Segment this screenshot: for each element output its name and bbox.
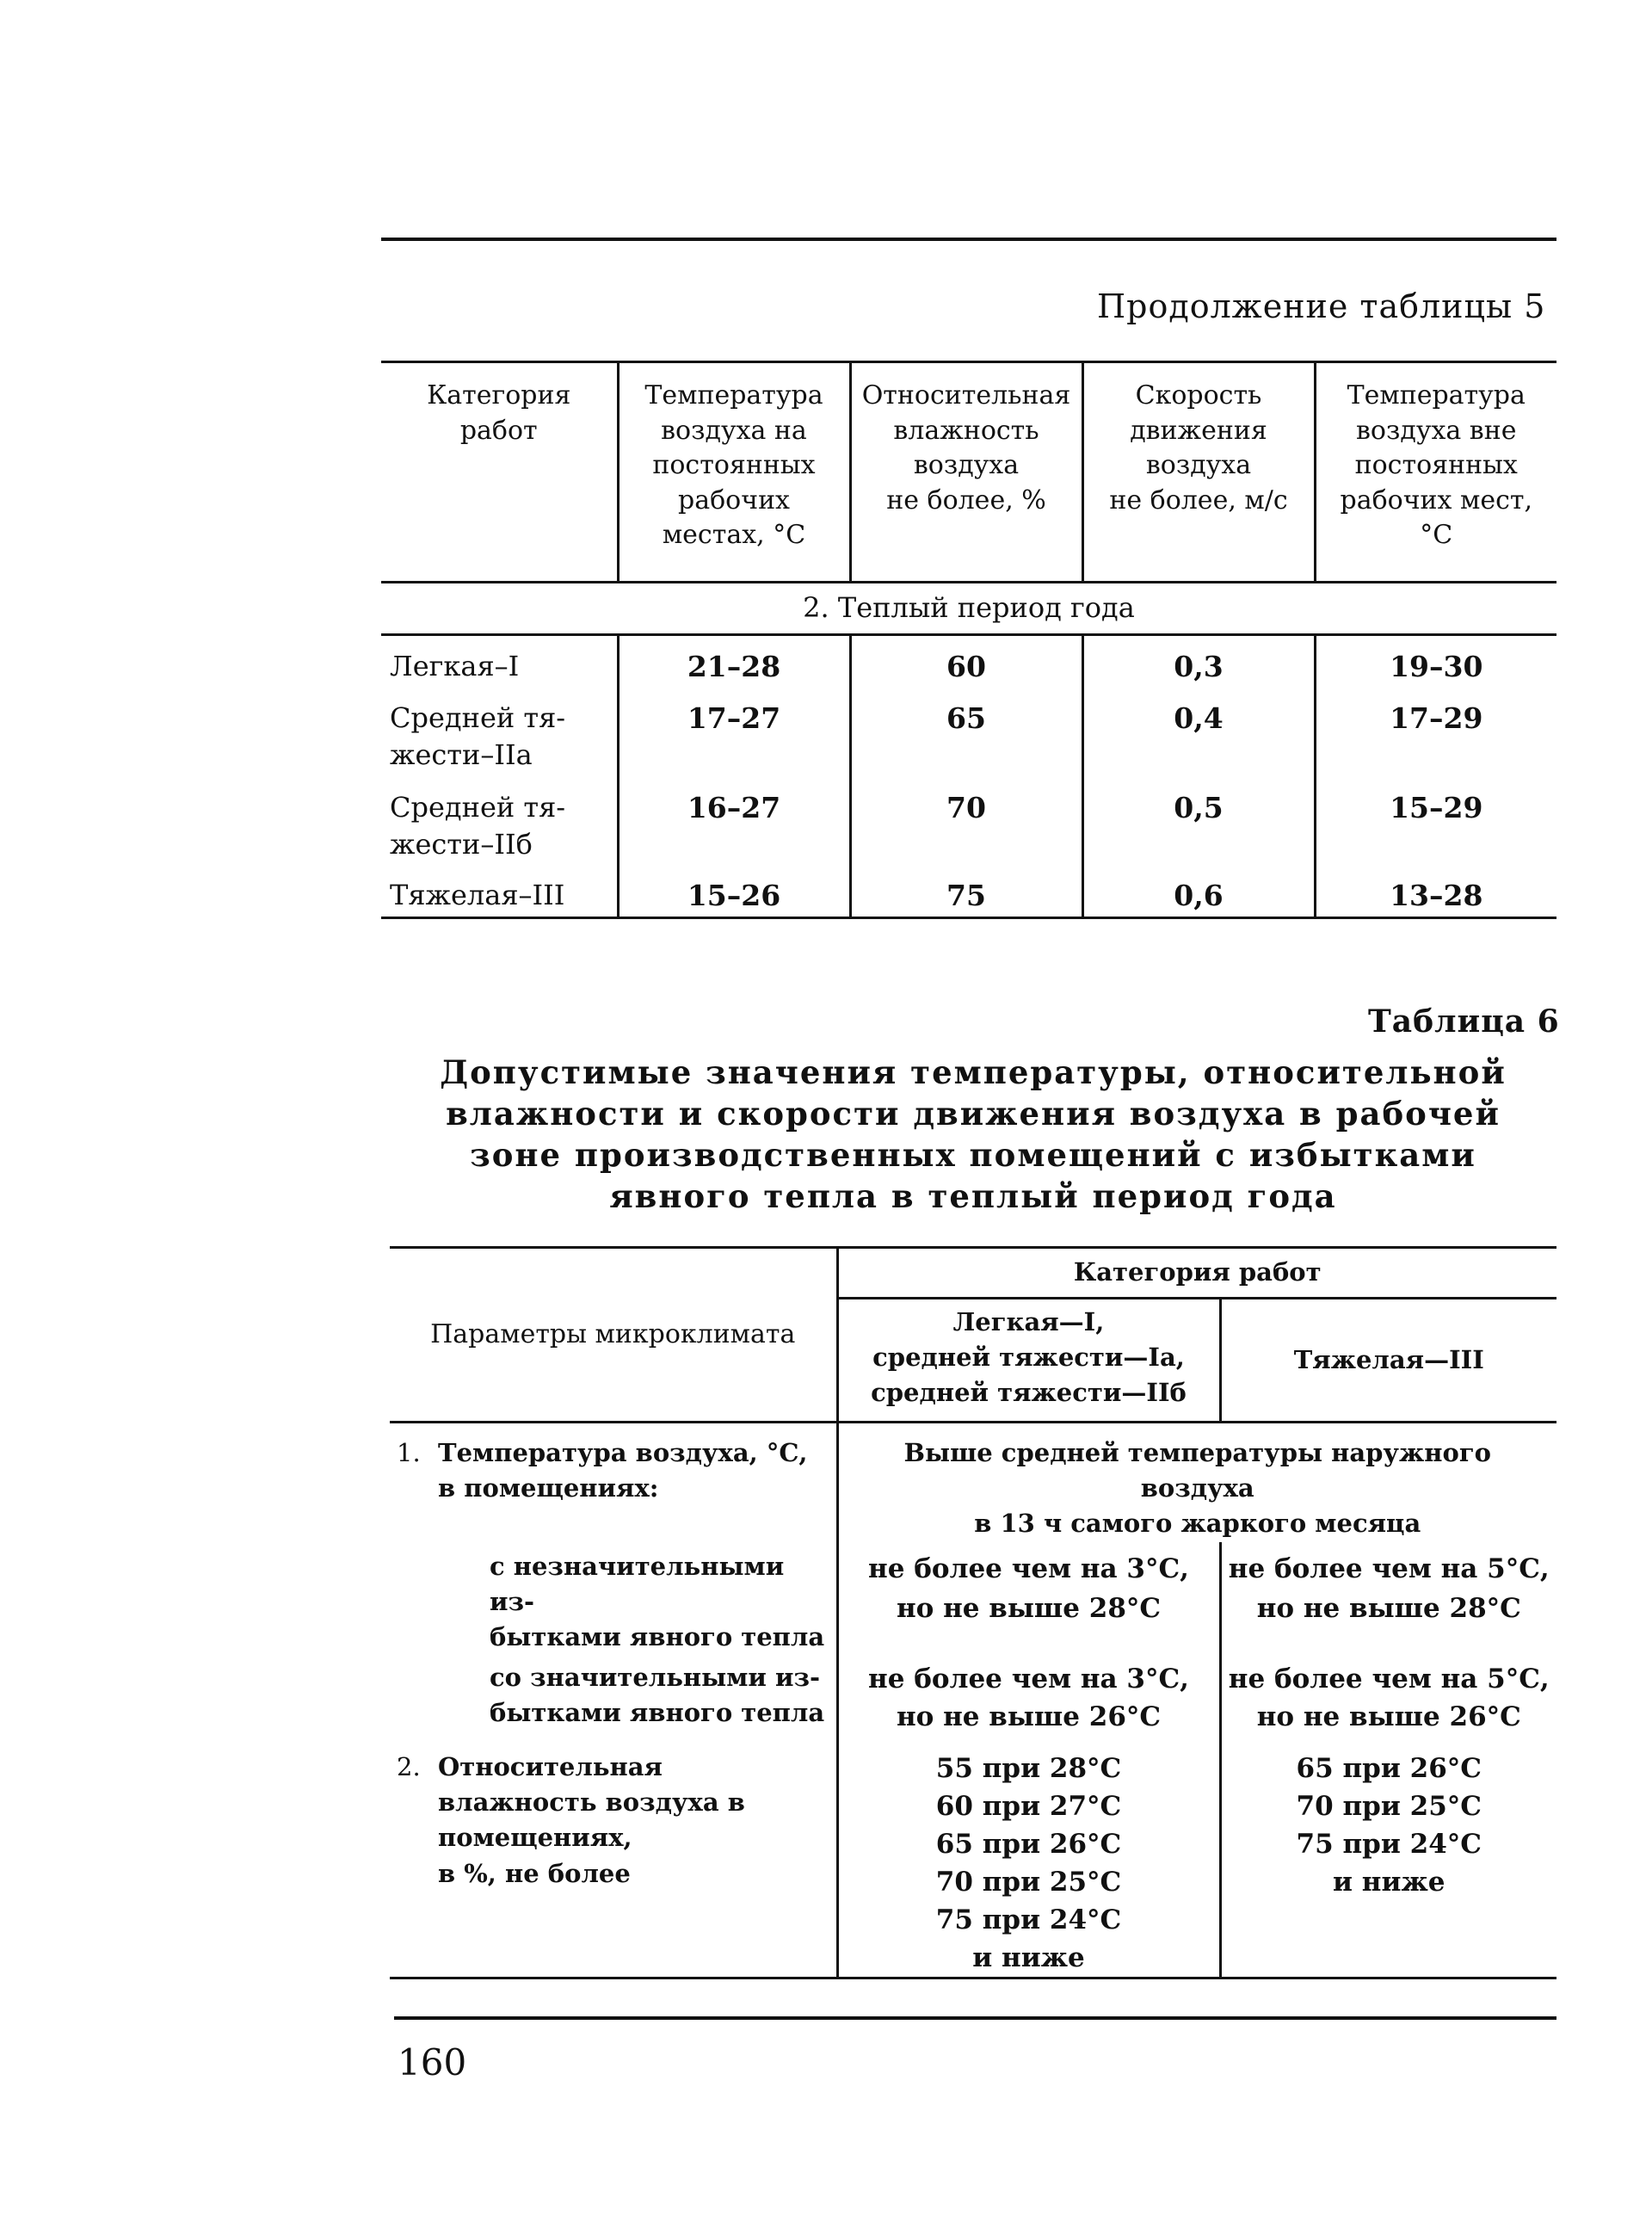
category-cell: Средней тя- жести–IIб (390, 791, 566, 861)
table-row (390, 1655, 1556, 1746)
table5-header-humidity: Относительная влажность воздуха не более, % (850, 362, 1082, 583)
temp-outside-cell: 13–28 (1315, 872, 1556, 918)
temp-cell: 15–26 (618, 872, 850, 918)
category-cell: Средней тя- жести–IIа (390, 701, 566, 772)
table6-row1-value: Выше средней температуры наружного воздуха в 13 ч самого жаркого месяца (837, 1423, 1556, 1542)
table5-header-category: Категория работ (381, 362, 618, 583)
table6-row1b-label: со значительными из- бытками явного тепла (490, 1663, 825, 1728)
table6-row1-label: 1. Температура воздуха, °С, в помещениях: (397, 1438, 808, 1503)
table5-continuation-label: Продолжение таблицы 5 (1097, 287, 1546, 325)
table6-header-light: Легкая—I, средней тяжести—Iа, средней тяжести—IIб (837, 1299, 1220, 1423)
table6-header-params: Параметры микроклимата (390, 1248, 837, 1423)
table5-header-temp: Температура воздуха на постоянных рабочих местах, °С (618, 362, 850, 583)
temp-cell: 16–27 (618, 782, 850, 872)
table6-row1a-light: не более чем на 3°С, но не выше 28°С (837, 1542, 1220, 1656)
table5-header-temp-outside: Температура воздуха вне постоянных рабочих мест, °С (1315, 362, 1556, 583)
table6 (390, 1246, 1556, 1979)
speed-cell: 0,4 (1082, 693, 1315, 782)
table5-header-row (381, 362, 1556, 583)
speed-cell: 0,5 (1082, 782, 1315, 872)
category-cell: Тяжелая–III (381, 872, 618, 918)
table6-row1a-label: с незначительными из- бытками явного тепла (490, 1551, 825, 1651)
table-row (390, 1423, 1556, 1542)
table6-header-category: Категория работ (837, 1248, 1556, 1299)
table6-row1b-light: не более чем на 3°С, но не выше 26°С (837, 1655, 1220, 1746)
table6-title: Допустимые значения температуры, относительной влажности и скорости движения воздуха в рабочей зоне производственных помещений с избытками явного тепла в теплый период года (440, 1053, 1507, 1215)
table6-row1a-heavy: не более чем на 5°С, но не выше 28°С (1220, 1542, 1556, 1656)
table-row (390, 1542, 1556, 1656)
table6-row1b-heavy: не более чем на 5°С, но не выше 26°С (1220, 1655, 1556, 1746)
table5-period-row (381, 583, 1556, 635)
temp-outside-cell: 19–30 (1315, 635, 1556, 694)
category-cell: Легкая–I (390, 650, 520, 682)
page-number: 160 (398, 2041, 467, 2083)
top-rule (381, 238, 1556, 241)
table5 (381, 361, 1556, 919)
speed-cell: 0,6 (1082, 872, 1315, 918)
table5-header-speed: Скорость движения воздуха не более, м/с (1082, 362, 1315, 583)
table6-header-row-1 (390, 1248, 1556, 1299)
table6-row2-label: 2. Относительная влажность воздуха в помещениях, в %, не более (390, 1746, 837, 1978)
table-row (381, 635, 1556, 694)
humidity-cell: 75 (850, 872, 1082, 918)
temp-outside-cell: 17–29 (1315, 693, 1556, 782)
table6-label: Таблица 6 (1368, 1003, 1560, 1040)
table6-row2-light: 55 при 28°С 60 при 27°С 65 при 26°С 70 при 25°С 75 при 24°С и ниже (837, 1746, 1220, 1978)
humidity-cell: 65 (850, 693, 1082, 782)
table-row (390, 1746, 1556, 1978)
table-row (381, 872, 1556, 918)
table-row (381, 782, 1556, 872)
table6-row2-heavy: 65 при 26°С 70 при 25°С 75 при 24°С и ниже (1220, 1746, 1556, 1978)
humidity-cell: 70 (850, 782, 1082, 872)
humidity-cell: 60 (850, 635, 1082, 694)
speed-cell: 0,3 (1082, 635, 1315, 694)
temp-cell: 21–28 (618, 635, 850, 694)
temp-cell: 17–27 (618, 693, 850, 782)
bottom-rule (394, 2016, 1556, 2020)
temp-outside-cell: 15–29 (1315, 782, 1556, 872)
table5-period-label: 2. Теплый период года (381, 583, 1556, 635)
table6-header-heavy: Тяжелая—III (1220, 1299, 1556, 1423)
table-row (381, 693, 1556, 782)
